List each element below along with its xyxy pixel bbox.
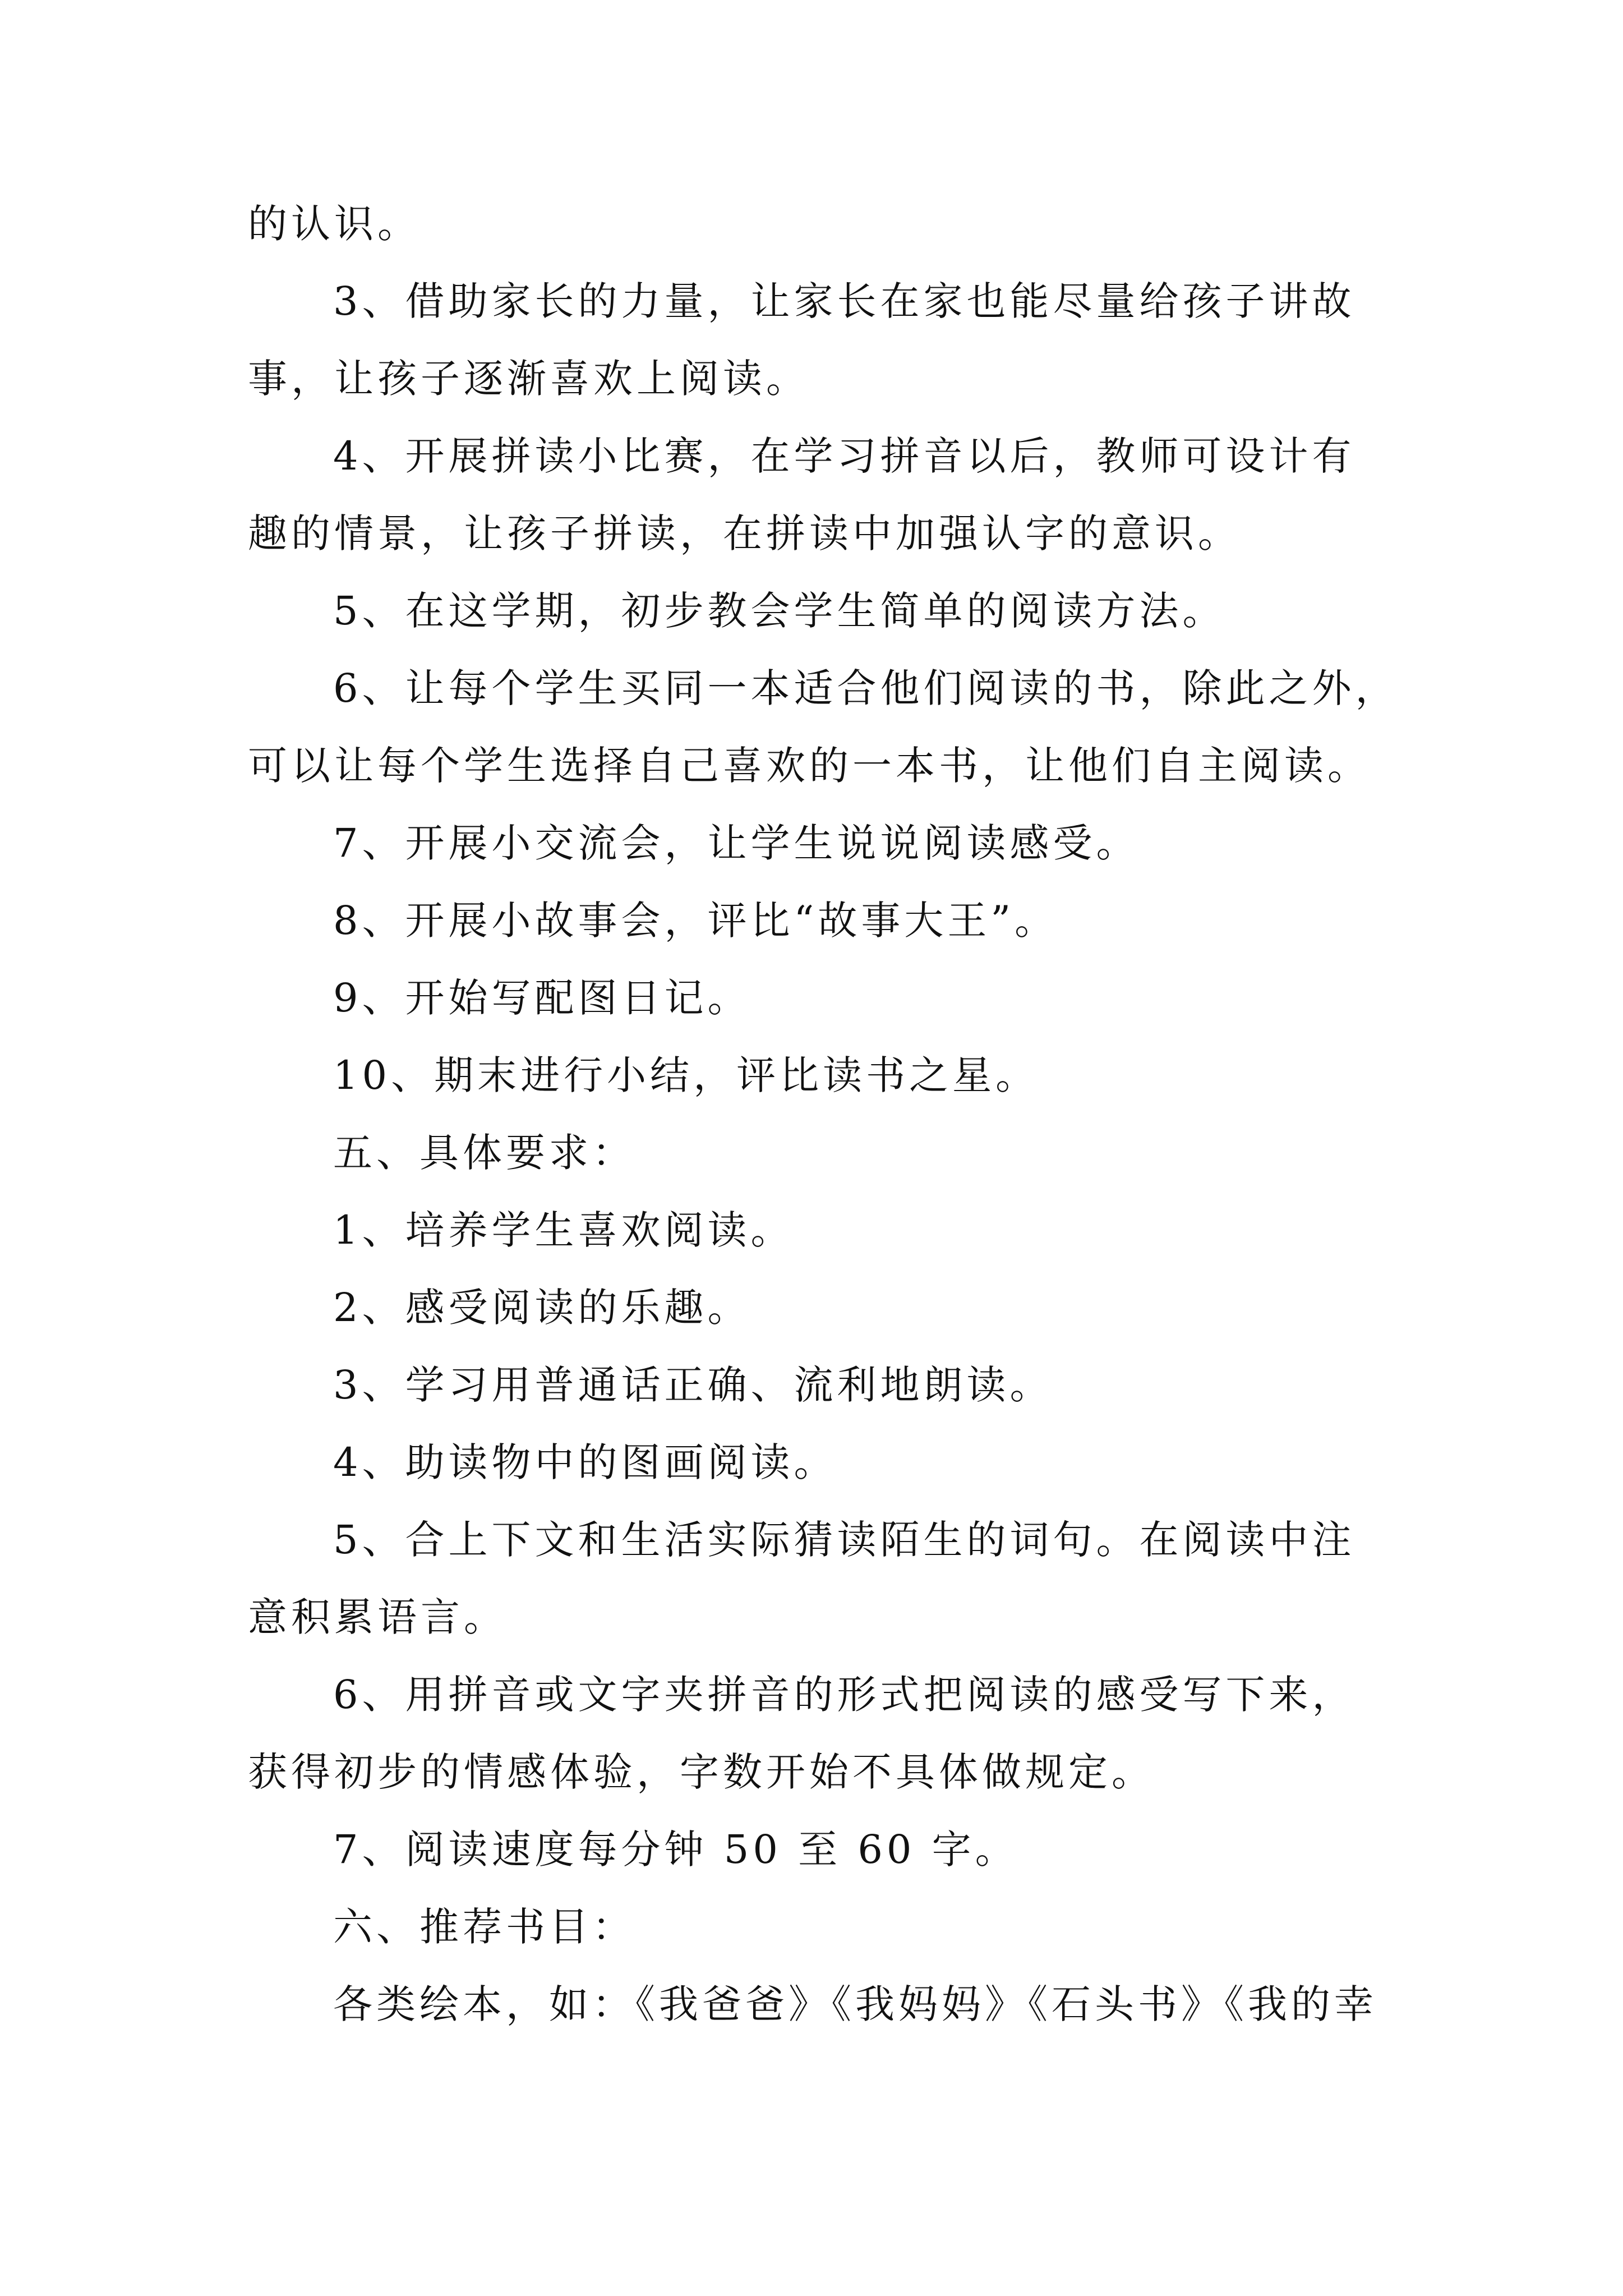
- text-line: 获得初步的情感体验，字数开始不具体做规定。: [248, 1749, 1155, 1795]
- list-item: 1、培养学生喜欢阅读。: [333, 1207, 794, 1253]
- list-item: 4、开展拼读小比赛，在学习拼音以后，教师可设计有: [333, 433, 1355, 479]
- text-line: 事，让孩子逐渐喜欢上阅读。: [248, 356, 809, 402]
- list-item: 7、开展小交流会，让学生说说阅读感受。: [333, 820, 1140, 866]
- section-heading: 五、具体要求：: [333, 1130, 635, 1176]
- document-body: [248, 185, 1398, 2043]
- text-line: 各类绘本，如：《我爸爸》《我妈妈》《石头书》《我的幸: [333, 1981, 1377, 2027]
- list-item: 6、让每个学生买同一本适合他们阅读的书，除此之外，: [333, 665, 1399, 711]
- list-item: 6、用拼音或文字夹拼音的形式把阅读的感受写下来，: [333, 1672, 1355, 1718]
- text-line: 趣的情景，让孩子拼读，在拼读中加强认字的意识。: [248, 510, 1241, 556]
- section-heading: 六、推荐书目：: [333, 1904, 635, 1950]
- list-item: 3、学习用普通话正确、流利地朗读。: [333, 1362, 1053, 1408]
- list-item: 9、开始写配图日记。: [333, 975, 751, 1021]
- text-line: 意积累语言。: [248, 1594, 507, 1640]
- list-item: 4、助读物中的图画阅读。: [333, 1439, 837, 1485]
- list-item: 7、阅读速度每分钟 50 至 60 字。: [333, 1826, 1018, 1872]
- list-item: 3、借助家长的力量，让家长在家也能尽量给孩子讲故: [333, 278, 1355, 324]
- list-item: 2、感受阅读的乐趣。: [333, 1285, 751, 1331]
- list-item: 5、在这学期，初步教会学生简单的阅读方法。: [333, 588, 1226, 634]
- text-line: 的认识。: [248, 201, 421, 247]
- list-item: 8、开展小故事会，评比“故事大王”。: [333, 898, 1058, 944]
- list-item: 5、合上下文和生活实际猜读陌生的词句。在阅读中注: [333, 1517, 1355, 1563]
- text-line: 可以让每个学生选择自己喜欢的一本书，让他们自主阅读。: [248, 743, 1371, 789]
- list-item: 10、期末进行小结，评比读书之星。: [333, 1052, 1039, 1098]
